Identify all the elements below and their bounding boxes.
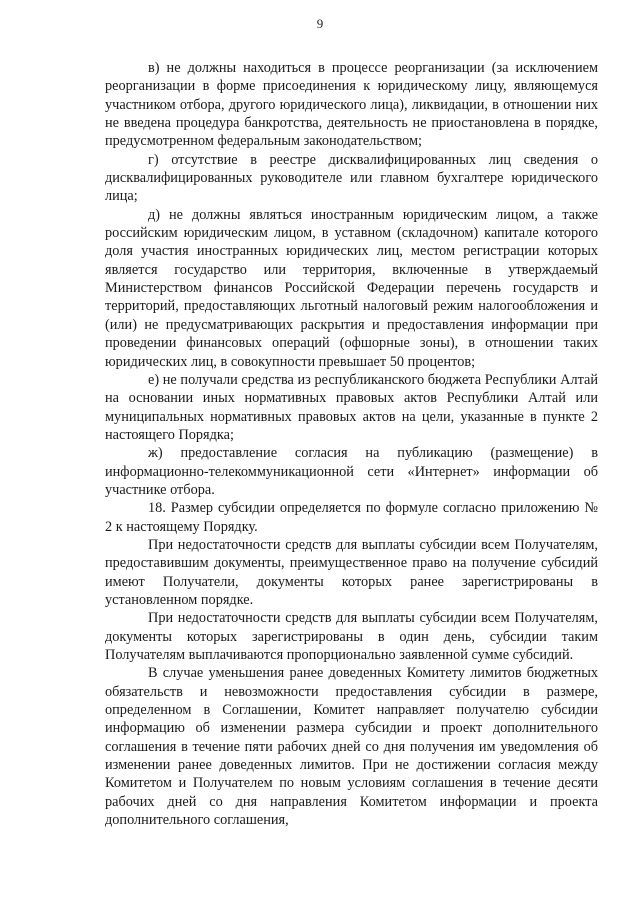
document-body	[105, 59, 598, 829]
paragraph-g: г) отсутствие в реестре дисквалифицированных лиц сведения о дисквалифицированных руководителе или главном бухгалтере юридического лица;	[105, 151, 598, 205]
paragraph-d: д) не должны являться иностранным юридическим лицом, а также российским юридическим лицом, в уставном (складочном) капитале которого доля участия иностранных юридических лиц, местом регистрации которых является государство или территория, включенные в утверждаемый Министерством финансов Российской Федерации перечень государств и территорий, предоставляющих льготный налоговый режим налогообложения и (или) не предусматривающих раскрытия и предоставления информации при проведении финансовых операций (офшорные зоны), в отношении таких юридических лиц, в совокупности превышает 50 процентов;	[105, 206, 598, 370]
paragraph-18: 18. Размер субсидии определяется по формуле согласно приложению № 2 к настоящему Порядку.	[105, 500, 598, 535]
paragraph-insufficiency-proportional: При недостаточности средств для выплаты субсидии всем Получателям, документы которых зарегистрированы в один день, субсидии таким Получателям выплачиваются пропорционально заявленной сумме субсидий.	[105, 610, 598, 663]
paragraph-insufficiency-priority: При недостаточности средств для выплаты субсидии всем Получателям, предоставившим документы, преимущественное право на получение субсидий имеют Получатели, документы которых ранее зарегистрированы в установленном порядке.	[105, 536, 598, 608]
paragraph-v: в) не должны находиться в процессе реорганизации (за исключением реорганизации в форме присоединения к юридическому лицу, являющемуся участником отбора, другого юридического лица), ликвидации, в отношении них не введена процедура банкротства, деятельность не приостановлена в порядке, предусмотренном федеральным законодательством;	[105, 60, 598, 150]
paragraph-e: е) не получали средства из республиканского бюджета Республики Алтай на основании иных нормативных правовых актов Республики Алтай или муниципальных нормативных правовых актов на цели, указанные в пункте 2 настоящего Порядка;	[105, 371, 598, 443]
page-number: 9	[316, 16, 324, 31]
paragraph-limits-reduction: В случае уменьшения ранее доведенных Комитету лимитов бюджетных обязательств и невозможности предоставления субсидии в размере, определенном в Соглашении, Комитет направляет получателю субсидии информацию об изменении размера субсидии и проект дополнительного соглашения в течение пяти рабочих дней со дня получения им уведомления об изменении ранее доведенных лимитов. При не достижении согласия между Комитетом и Получателем по новым условиям соглашения в течение десяти рабочих дней со дня направления Комитетом информации и проекта дополнительного соглашения,	[105, 665, 598, 829]
paragraph-zh: ж) предоставление согласия на публикацию (размещение) в информационно-телекоммуникационной сети «Интернет» информации об участнике отбора.	[105, 445, 598, 498]
